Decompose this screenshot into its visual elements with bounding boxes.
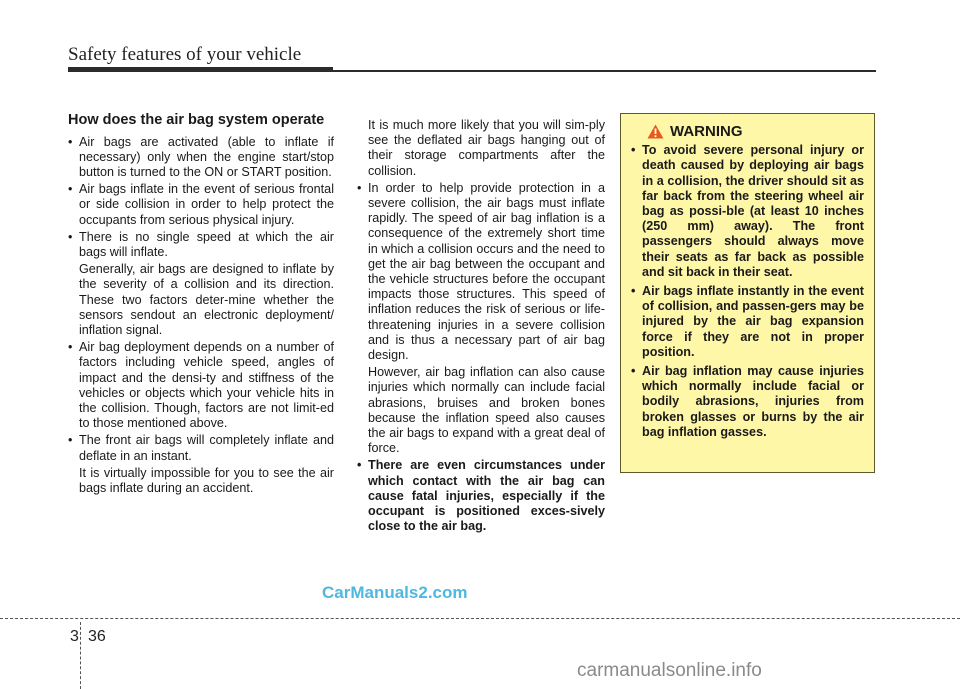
warning-item: • Air bags inflate instantly in the event of collision, and passen-gers may be injured by the air bag expansion force if they are not in proper position. (631, 284, 864, 360)
bullet-activation: • Air bags are activated (able to inflate if necessary) only when the engine start/stop button is turned to the ON or START position. (68, 135, 334, 181)
bullet-front-airbags: • The front air bags will completely inflate and deflate in an instant. (68, 433, 334, 463)
bullet-rapid-inflation: • In order to help provide protection in a severe collision, the air bags must inflate rapidly. The speed of air bag inflation is a consequence of the extremely short time in which a collision occurs and the need to get the air bag between the occupant and the vehicle structures before the occupant impacts those structures. This speed of inflation reduces the risk of serious or life-threatening injuries in a severe collision and is thus a necessary part of air bag design. (357, 181, 605, 363)
chapter-number: 3 (70, 628, 79, 645)
warning-item: • Air bag inflation may cause injuries which normally include facial or bodily abrasions, injuries from broken glasses or burns by the air bag inflation gasses. (631, 364, 864, 440)
watermark-logo: CarManuals2.com (322, 583, 468, 602)
bullet-front-airbags-cont: It is virtually impossible for you to see the air bags inflate during an accident. (79, 465, 334, 495)
page-header-title: Safety features of your vehicle (68, 44, 302, 65)
header-rule (333, 70, 876, 72)
header-bar (68, 67, 333, 72)
bullet-no-single-speed: • There is no single speed at which the air bags will inflate. (68, 230, 334, 260)
middle-column (357, 116, 605, 536)
section-heading: How does the air bag system operate (68, 112, 325, 128)
warning-triangle-icon (647, 124, 664, 139)
bullet-rapid-inflation-cont: However, air bag inflation can also cause injuries which normally can include facial abrasions, bruises and broken bones because the inflation speed also causes the air bags to expand with a great deal of force. (368, 365, 605, 456)
site-watermark: carmanualsonline.info (577, 660, 762, 681)
bullet-inflate-event: • Air bags inflate in the event of serious frontal or side collision in order to help protect the occupants from serious physical injury. (68, 182, 334, 228)
left-column (68, 112, 334, 498)
bullet-fatal-injuries: • There are even circumstances under which contact with the air bag can cause fatal injuries, especially if the occupant is positioned exces-sively close to the air bag. (357, 458, 605, 534)
warning-item: • To avoid severe personal injury or death caused by deploying air bags in a collision, the driver should sit as far back from the steering wheel air bag as possi-ble (at least 10 inches (250 mm) away). The front passengers should always move their seats as far back as possible and sit back in their seat. (631, 143, 864, 280)
warning-box (620, 113, 875, 473)
footer-vertical-rule (80, 622, 81, 689)
footer-rule (0, 618, 960, 619)
bullet-no-single-speed-cont: Generally, air bags are designed to inflate by the severity of a collision and its direction. These two factors deter-mine whether the sensors sendout an electronic deployment/ inflation signal. (79, 262, 334, 337)
bullet-deployment-factors: • Air bag deployment depends on a number of factors including vehicle speed, angles of impact and the densi-ty and stiffness of the vehicles or objects which your vehicle hits in the collision. Though, factors are not limit-ed to those mentioned above. (68, 340, 334, 431)
paragraph-deflated: It is much more likely that you will sim-ply see the deflated air bags hanging out of their storage compartments after the collision. (368, 118, 605, 178)
warning-title: WARNING (670, 123, 743, 140)
warning-header (647, 124, 864, 139)
page-number: 36 (88, 628, 106, 645)
